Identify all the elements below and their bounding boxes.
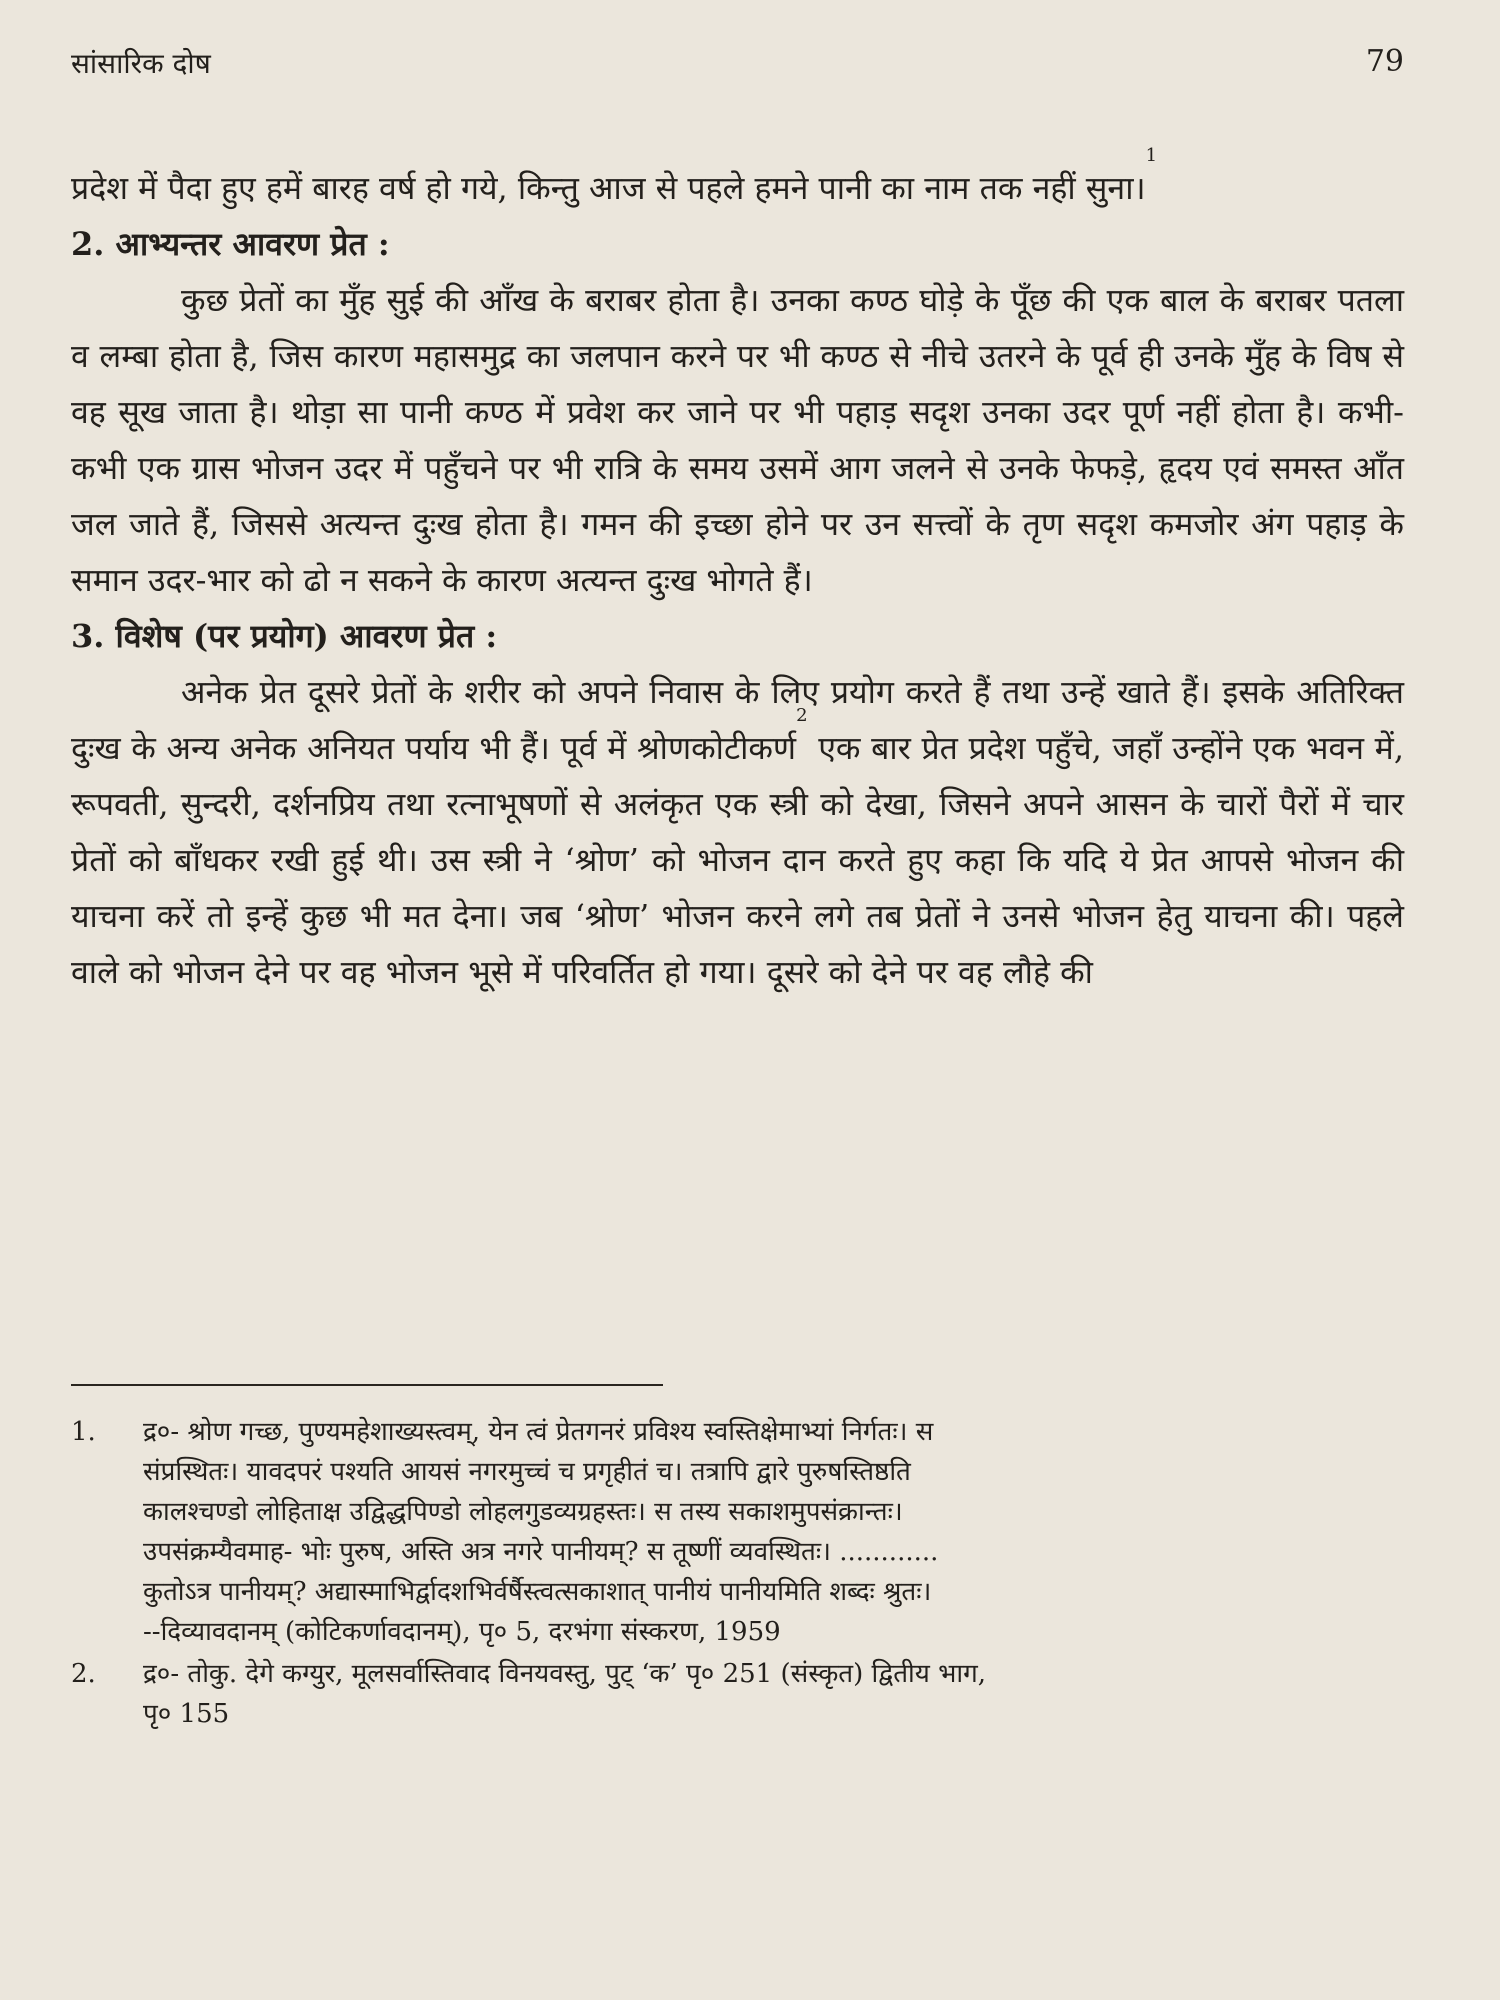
footnote-1-line: द्र०- श्रोण गच्छ, पुण्यमहेशाख्यस्त्वम्, येन त्वं प्रेतगनरं प्रविश्य स्वस्तिक्षेमाभ्यां निर्गतः। स: [143, 1417, 934, 1447]
section-heading-2: 2. आभ्यन्तर आवरण प्रेत :: [71, 225, 390, 263]
footnote-1-number: 1.: [71, 1417, 96, 1447]
footnote-divider: [71, 1384, 663, 1386]
paragraph-3a-text: अनेक प्रेत दूसरे प्रेतों के शरीर को अपने निवास के लिए प्रयोग करते हैं तथा उन्हें खाते हैं। इसके अतिरिक्त दुःख के अन्य अनेक अनियत पर्याय भी हैं। पूर्व में श्रोणकोटीकर्ण: [71, 673, 1404, 767]
footnote-2-line: द्र०- तोकु. देगे कग्युर, मूलसर्वास्तिवाद विनयवस्तु, पुट्‌ ‘क’ पृ० 251 (संस्कृत) द्वितीय भाग,: [143, 1659, 987, 1689]
footnote-2-text: [143, 1654, 1404, 1734]
footnote-ref-2: 2: [796, 705, 808, 726]
footnote-1-line: कालश्चण्डो लोहिताक्ष उद्विद्धपिण्डो लोहलगुडव्यग्रहस्तः। स तस्य सकाशमुपसंक्रान्तः।: [143, 1497, 903, 1527]
paragraph-3b-text: एक बार प्रेत प्रदेश पहुँचे, जहाँ उन्होंने एक भवन में, रूपवती, सुन्दरी, दर्शनप्रिय तथा रत्नाभूषणों से अलंकृत एक स्त्री को देखा, जिसने अपने आसन के चारों पैरों में चार प्रेतों को बाँधकर रखी हुई थी। उस स्त्री ने ‘श्रोण’ को भोजन दान करते हुए कहा कि यदि ये प्रेत आपसे भोजन की याचना करें तो इन्हें कुछ भी मत देना। जब ‘श्रोण’ भोजन करने लगे तब प्रेतों ने उनसे भोजन हेतु याचना की। पहले वाले को भोजन देने पर वह भोजन भूसे में परिवर्तित हो गया। दूसरे को देने पर वह लौहे की: [71, 729, 1404, 991]
footnote-2-line: पृ० 155: [143, 1699, 230, 1729]
footnote-1-line: उपसंक्रम्यैवमाह- भोः पुरुष, अस्ति अत्र नगरे पानीयम्? स तूष्णीं व्यवस्थितः। ............: [143, 1537, 939, 1567]
paragraph-1-text: प्रदेश में पैदा हुए हमें बारह वर्ष हो गये, किन्तु आज से पहले हमने पानी का नाम तक नहीं सुना।: [71, 169, 1146, 207]
running-title: सांसारिक दोष: [71, 47, 211, 80]
footnote-2: [71, 1654, 1404, 1734]
footnote-1: [71, 1412, 1404, 1652]
page-number: 79: [1365, 44, 1404, 79]
paragraph-3: [71, 664, 1404, 1000]
section-heading-3: 3. विशेष (पर प्रयोग) आवरण प्रेत :: [71, 617, 498, 655]
footnote-1-citation: --दिव्यावदानम् (कोटिकर्णावदानम्), पृ० 5, दरभंगा संस्करण, 1959: [143, 1617, 781, 1647]
footnote-ref-1: 1: [1145, 145, 1158, 166]
footnote-1-text: [143, 1412, 1404, 1652]
paragraph-2: कुछ प्रेतों का मुँह सुई की आँख के बराबर होता है। उनका कण्ठ घोड़े के पूँछ की एक बाल के बराबर पतला व लम्बा होता है, जिस कारण महासमुद्र का जलपान करने पर भी कण्ठ से नीचे उतरने के पूर्व ही उनके मुँह के विष से वह सूख जाता है। थोड़ा सा पानी कण्ठ में प्रवेश कर जाने पर भी पहाड़ सदृश उनका उदर पूर्ण नहीं होता है। कभी-कभी एक ग्रास भोजन उदर में पहुँचने पर भी रात्रि के समय उसमें आग जलने से उनके फेफड़े, हृदय एवं समस्त आँत जल जाते हैं, जिससे अत्यन्त दुःख होता है। गमन की इच्छा होने पर उन सत्त्वों के तृण सदृश कमजोर अंग पहाड़ के समान उदर-भार को ढो न सकने के कारण अत्यन्त दुःख भोगते हैं।: [71, 281, 1404, 599]
main-text: [71, 145, 1404, 1000]
footnote-1-line: कुतोऽत्र पानीयम्? अद्यास्माभिर्द्वादशभिर्वर्षैस्त्वत्सकाशात् पानीयं पानीयमिति शब्दः श्रुतः।: [143, 1577, 932, 1607]
footnote-2-number: 2.: [71, 1659, 96, 1689]
paragraph-1: [71, 145, 1404, 216]
footnotes: [71, 1412, 1404, 1736]
footnote-1-line: संप्रस्थितः। यावदपरं पश्यति आयसं नगरमुच्चं च प्रगृहीतं च। तत्रापि द्वारे पुरुषस्तिष्ठति: [143, 1457, 911, 1487]
